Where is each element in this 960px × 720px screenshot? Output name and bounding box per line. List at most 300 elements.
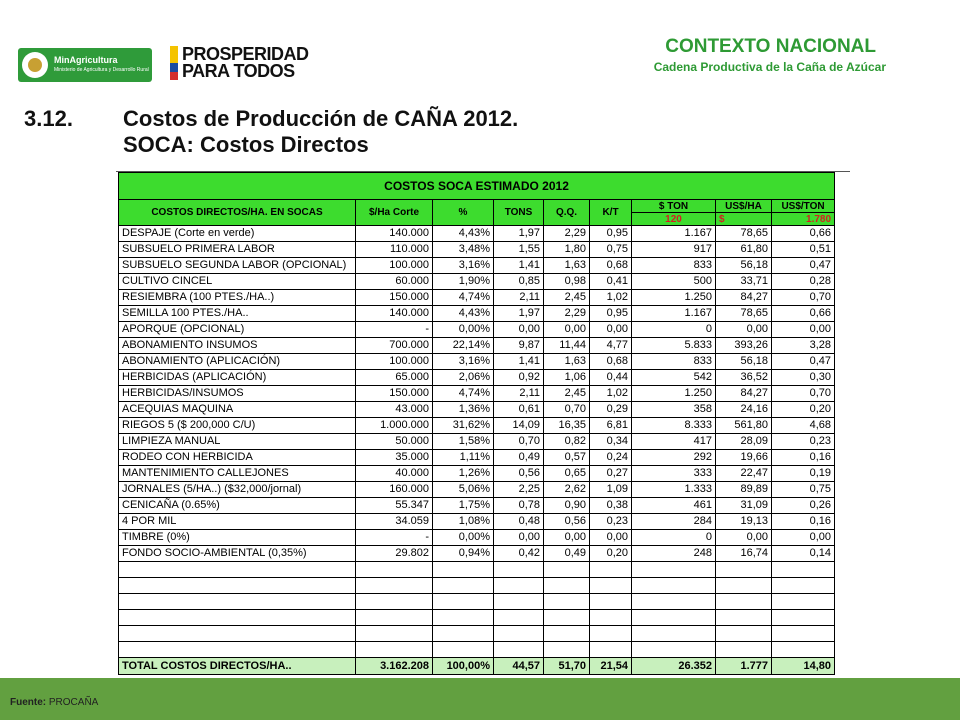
row-label: CENICAÑA (0.65%)	[119, 498, 356, 514]
row-value: 542	[632, 370, 716, 386]
row-value: 833	[632, 258, 716, 274]
footer-bar	[0, 678, 960, 720]
ministry-logo-name: MinAgricultura	[54, 55, 118, 65]
row-value: 0,00	[494, 530, 544, 546]
header-percent: %	[433, 200, 494, 226]
row-value	[544, 626, 590, 642]
row-value: 22,14%	[433, 338, 494, 354]
row-value	[433, 594, 494, 610]
row-value: 2,25	[494, 482, 544, 498]
row-value: 78,65	[716, 226, 772, 242]
row-value: 0,68	[590, 258, 632, 274]
sub-usd-sign: $	[716, 213, 772, 226]
row-label	[119, 578, 356, 594]
table-row	[119, 274, 835, 290]
row-value: 150.000	[356, 290, 433, 306]
row-value: 150.000	[356, 386, 433, 402]
row-label: FONDO SOCIO-AMBIENTAL (0,35%)	[119, 546, 356, 562]
row-value	[356, 578, 433, 594]
row-value: 1.000.000	[356, 418, 433, 434]
table-row	[119, 242, 835, 258]
row-value	[494, 642, 544, 658]
row-value: 0	[632, 322, 716, 338]
row-value: 36,52	[716, 370, 772, 386]
row-label: HERBICIDAS (APLICACIÓN)	[119, 370, 356, 386]
row-value: 1.167	[632, 226, 716, 242]
row-value: 292	[632, 450, 716, 466]
row-value	[772, 610, 835, 626]
row-value: 0,95	[590, 226, 632, 242]
row-value: 1.167	[632, 306, 716, 322]
row-value	[494, 594, 544, 610]
row-value: 140.000	[356, 306, 433, 322]
header-row	[119, 200, 835, 213]
row-value: 0,57	[544, 450, 590, 466]
row-value: 78,65	[716, 306, 772, 322]
row-value: 160.000	[356, 482, 433, 498]
row-value	[433, 610, 494, 626]
section-number: 3.12.	[24, 106, 73, 131]
table-row	[119, 338, 835, 354]
empty-row	[119, 578, 835, 594]
row-value	[590, 594, 632, 610]
header-qq: Q.Q.	[544, 200, 590, 226]
row-value: 1,06	[544, 370, 590, 386]
row-value: 89,89	[716, 482, 772, 498]
row-value: 1,36%	[433, 402, 494, 418]
row-label: 4 POR MIL	[119, 514, 356, 530]
row-value: 31,62%	[433, 418, 494, 434]
row-value	[772, 578, 835, 594]
row-value	[544, 594, 590, 610]
row-value	[772, 562, 835, 578]
row-value: 4,74%	[433, 386, 494, 402]
row-label	[119, 626, 356, 642]
row-value: 0,00%	[433, 322, 494, 338]
row-value: 0,70	[772, 290, 835, 306]
row-value: 50.000	[356, 434, 433, 450]
row-value	[716, 626, 772, 642]
row-value: 26.352	[632, 658, 716, 675]
row-label: TOTAL COSTOS DIRECTOS/HA..	[119, 658, 356, 675]
header-concept: COSTOS DIRECTOS/HA. EN SOCAS	[119, 200, 356, 226]
table-row	[119, 466, 835, 482]
row-value: 0,48	[494, 514, 544, 530]
row-value: 1,26%	[433, 466, 494, 482]
row-value: 44,57	[494, 658, 544, 675]
row-value: 0,90	[544, 498, 590, 514]
row-value: 2,06%	[433, 370, 494, 386]
table-row	[119, 434, 835, 450]
empty-row	[119, 642, 835, 658]
row-value: 5.833	[632, 338, 716, 354]
row-label: LIMPIEZA MANUAL	[119, 434, 356, 450]
row-value	[356, 610, 433, 626]
row-value	[544, 578, 590, 594]
row-value: 29.802	[356, 546, 433, 562]
row-value	[590, 610, 632, 626]
title-line-1: Costos de Producción de CAÑA 2012.	[123, 106, 519, 131]
row-label: ACEQUIAS MAQUINA	[119, 402, 356, 418]
table-row	[119, 306, 835, 322]
row-value: 31,09	[716, 498, 772, 514]
row-value: 3,16%	[433, 354, 494, 370]
row-value: 60.000	[356, 274, 433, 290]
table-title: COSTOS SOCA ESTIMADO 2012	[119, 173, 835, 200]
row-value: 0,41	[590, 274, 632, 290]
row-value: 1,55	[494, 242, 544, 258]
header-ha-corte: $/Ha Corte	[356, 200, 433, 226]
row-value: 56,18	[716, 258, 772, 274]
row-value: 100.000	[356, 258, 433, 274]
row-value: 0,00	[716, 530, 772, 546]
row-value: 0,42	[494, 546, 544, 562]
table-row	[119, 290, 835, 306]
row-value: 34.059	[356, 514, 433, 530]
context-title: CONTEXTO NACIONAL	[665, 36, 876, 57]
row-label: DESPAJE (Corte en verde)	[119, 226, 356, 242]
row-value: 0,23	[590, 514, 632, 530]
row-value: 1,08%	[433, 514, 494, 530]
row-value: 1.333	[632, 482, 716, 498]
row-value: 0,00	[772, 530, 835, 546]
row-value: 0,00	[544, 322, 590, 338]
row-label: RODEO CON HERBICIDA	[119, 450, 356, 466]
row-value: 100.000	[356, 354, 433, 370]
row-value: 500	[632, 274, 716, 290]
row-value: 100,00%	[433, 658, 494, 675]
row-value: 0,14	[772, 546, 835, 562]
row-value: 461	[632, 498, 716, 514]
row-value: 24,16	[716, 402, 772, 418]
row-value: 0,85	[494, 274, 544, 290]
row-value: 65.000	[356, 370, 433, 386]
row-label: RESIEMBRA (100 PTES./HA..)	[119, 290, 356, 306]
row-value	[590, 578, 632, 594]
row-value	[590, 642, 632, 658]
row-value: 417	[632, 434, 716, 450]
row-value: 0	[632, 530, 716, 546]
row-value	[632, 578, 716, 594]
row-value: 21,54	[590, 658, 632, 675]
row-value: 0,19	[772, 466, 835, 482]
source-label: Fuente:	[10, 697, 47, 708]
row-value: 333	[632, 466, 716, 482]
row-value: 3,48%	[433, 242, 494, 258]
row-value: 0,28	[772, 274, 835, 290]
row-value	[494, 626, 544, 642]
row-value: 358	[632, 402, 716, 418]
row-value	[632, 610, 716, 626]
row-value: 110.000	[356, 242, 433, 258]
row-label: SUBSUELO PRIMERA LABOR	[119, 242, 356, 258]
row-value: 4,43%	[433, 226, 494, 242]
row-value: -	[356, 322, 433, 338]
row-value: 51,70	[544, 658, 590, 675]
row-value: 1,41	[494, 258, 544, 274]
row-value: 2,45	[544, 290, 590, 306]
row-value: 0,16	[772, 514, 835, 530]
row-value: 393,26	[716, 338, 772, 354]
row-value	[632, 594, 716, 610]
row-value: 55.347	[356, 498, 433, 514]
row-value: 561,80	[716, 418, 772, 434]
row-value: 16,74	[716, 546, 772, 562]
row-value: 0,75	[590, 242, 632, 258]
row-value	[544, 562, 590, 578]
row-value: 0,61	[494, 402, 544, 418]
row-label	[119, 610, 356, 626]
row-label: SUBSUELO SEGUNDA LABOR (OPCIONAL)	[119, 258, 356, 274]
row-value: 6,81	[590, 418, 632, 434]
prosperidad-line1: PROSPERIDAD	[182, 44, 309, 64]
row-value: 0,56	[544, 514, 590, 530]
row-value: 4,43%	[433, 306, 494, 322]
row-value: 4,77	[590, 338, 632, 354]
total-row	[119, 658, 835, 675]
colombia-flag-icon	[170, 46, 178, 80]
sub-exchange-rate: 1.780	[772, 213, 835, 226]
row-value	[632, 642, 716, 658]
row-value: 0,49	[544, 546, 590, 562]
row-value: 22,47	[716, 466, 772, 482]
row-value: 9,87	[494, 338, 544, 354]
row-value: 2,11	[494, 290, 544, 306]
row-value: 2,11	[494, 386, 544, 402]
header-tons: TONS	[494, 200, 544, 226]
row-value: 0,24	[590, 450, 632, 466]
row-value: 0,38	[590, 498, 632, 514]
table-row	[119, 226, 835, 242]
row-value: 5,06%	[433, 482, 494, 498]
row-value: 833	[632, 354, 716, 370]
row-value: 0,00	[716, 322, 772, 338]
context-subtitle: Cadena Productiva de la Caña de Azúcar	[653, 60, 886, 74]
table-row	[119, 370, 835, 386]
row-value: 0,56	[494, 466, 544, 482]
row-value	[494, 578, 544, 594]
row-value	[590, 626, 632, 642]
row-value: 8.333	[632, 418, 716, 434]
header-kt: K/T	[590, 200, 632, 226]
row-value	[716, 610, 772, 626]
table-row	[119, 530, 835, 546]
row-value	[772, 594, 835, 610]
row-value	[590, 562, 632, 578]
row-value: 0,00	[590, 530, 632, 546]
row-label: ABONAMIENTO (APLICACIÓN)	[119, 354, 356, 370]
row-value	[544, 610, 590, 626]
row-value: 0,70	[494, 434, 544, 450]
row-value: 0,66	[772, 306, 835, 322]
row-value	[716, 594, 772, 610]
row-value: 14,09	[494, 418, 544, 434]
row-value: 3,28	[772, 338, 835, 354]
row-value: 0,00%	[433, 530, 494, 546]
row-label: HERBICIDAS/INSUMOS	[119, 386, 356, 402]
title-line-2: SOCA: Costos Directos	[123, 132, 369, 157]
empty-row	[119, 610, 835, 626]
row-value: 1,80	[544, 242, 590, 258]
row-value: 0,65	[544, 466, 590, 482]
row-value	[494, 562, 544, 578]
row-value: 19,13	[716, 514, 772, 530]
table-row	[119, 482, 835, 498]
row-value: 43.000	[356, 402, 433, 418]
row-value	[772, 642, 835, 658]
row-value: 84,27	[716, 290, 772, 306]
row-value: 14,80	[772, 658, 835, 675]
row-value: 0,00	[772, 322, 835, 338]
row-value: 0,78	[494, 498, 544, 514]
row-value	[433, 642, 494, 658]
row-value: 0,70	[772, 386, 835, 402]
header-usd-ha: US$/HA	[716, 200, 772, 213]
table-row	[119, 322, 835, 338]
row-value: 4,74%	[433, 290, 494, 306]
row-value: 0,27	[590, 466, 632, 482]
row-label	[119, 562, 356, 578]
header-ton: $ TON	[632, 200, 716, 213]
row-value: 40.000	[356, 466, 433, 482]
row-label	[119, 642, 356, 658]
row-value: 700.000	[356, 338, 433, 354]
row-value: 1,41	[494, 354, 544, 370]
row-value: 0,20	[772, 402, 835, 418]
row-value: 3,16%	[433, 258, 494, 274]
row-value: 61,80	[716, 242, 772, 258]
row-value: 11,44	[544, 338, 590, 354]
row-value: 0,34	[590, 434, 632, 450]
row-value	[494, 610, 544, 626]
row-value: 0,00	[494, 322, 544, 338]
empty-row	[119, 594, 835, 610]
row-value	[716, 562, 772, 578]
table-row	[119, 386, 835, 402]
row-value: 1,11%	[433, 450, 494, 466]
row-label: TIMBRE (0%)	[119, 530, 356, 546]
row-value	[433, 562, 494, 578]
row-value: 0,92	[494, 370, 544, 386]
row-value: 1,97	[494, 306, 544, 322]
row-value: 140.000	[356, 226, 433, 242]
row-value	[433, 626, 494, 642]
table-row	[119, 514, 835, 530]
row-value: 917	[632, 242, 716, 258]
source-value: PROCAÑA	[48, 697, 99, 708]
empty-row	[119, 562, 835, 578]
table-title-row	[119, 173, 835, 200]
row-value: 33,71	[716, 274, 772, 290]
row-value: 4,68	[772, 418, 835, 434]
row-value: 0,66	[772, 226, 835, 242]
row-value	[356, 562, 433, 578]
row-value	[356, 642, 433, 658]
row-value: 1,09	[590, 482, 632, 498]
row-value: 0,68	[590, 354, 632, 370]
row-value: -	[356, 530, 433, 546]
row-value: 1,63	[544, 258, 590, 274]
row-value: 0,44	[590, 370, 632, 386]
header-usd-ton: US$/TON	[772, 200, 835, 213]
ministry-logo-sub: Ministerio de Agricultura y Desarrollo Rural	[54, 67, 149, 73]
row-value	[716, 642, 772, 658]
row-value: 1,02	[590, 290, 632, 306]
table-row	[119, 402, 835, 418]
table-row	[119, 258, 835, 274]
row-value: 1,75%	[433, 498, 494, 514]
row-value: 1.250	[632, 290, 716, 306]
row-value: 0,95	[590, 306, 632, 322]
row-value: 56,18	[716, 354, 772, 370]
row-value: 84,27	[716, 386, 772, 402]
row-value: 2,62	[544, 482, 590, 498]
row-value	[632, 562, 716, 578]
row-value	[433, 578, 494, 594]
row-value: 1.250	[632, 386, 716, 402]
sub-ton-value: 120	[632, 213, 716, 226]
row-value: 0,82	[544, 434, 590, 450]
row-value: 0,00	[544, 530, 590, 546]
row-label: MANTENIMIENTO CALLEJONES	[119, 466, 356, 482]
row-value	[772, 626, 835, 642]
row-label	[119, 594, 356, 610]
row-value: 0,29	[590, 402, 632, 418]
row-value: 0,70	[544, 402, 590, 418]
coat-of-arms-icon	[22, 52, 48, 78]
row-value: 0,75	[772, 482, 835, 498]
row-value: 1,02	[590, 386, 632, 402]
row-value: 1.777	[716, 658, 772, 675]
table-row	[119, 498, 835, 514]
row-value: 2,29	[544, 306, 590, 322]
row-value: 19,66	[716, 450, 772, 466]
row-value: 35.000	[356, 450, 433, 466]
row-value: 2,29	[544, 226, 590, 242]
table-row	[119, 546, 835, 562]
cost-table	[118, 172, 835, 675]
row-value	[716, 578, 772, 594]
row-value: 0,20	[590, 546, 632, 562]
row-value: 1,90%	[433, 274, 494, 290]
row-value: 1,63	[544, 354, 590, 370]
row-value: 0,47	[772, 258, 835, 274]
row-value: 16,35	[544, 418, 590, 434]
row-value: 0,51	[772, 242, 835, 258]
row-value: 0,47	[772, 354, 835, 370]
row-label: APORQUE (OPCIONAL)	[119, 322, 356, 338]
row-value: 2,45	[544, 386, 590, 402]
source-note	[10, 697, 98, 708]
row-value	[544, 642, 590, 658]
row-value: 248	[632, 546, 716, 562]
row-value: 0,94%	[433, 546, 494, 562]
table-row	[119, 450, 835, 466]
row-label: RIEGOS 5 ($ 200,000 C/U)	[119, 418, 356, 434]
row-value: 0,30	[772, 370, 835, 386]
table-row	[119, 354, 835, 370]
prosperidad-line2: PARA TODOS	[182, 61, 295, 81]
row-value: 1,58%	[433, 434, 494, 450]
row-value: 0,49	[494, 450, 544, 466]
row-value: 3.162.208	[356, 658, 433, 675]
row-label: SEMILLA 100 PTES./HA..	[119, 306, 356, 322]
table-row	[119, 418, 835, 434]
row-value	[632, 626, 716, 642]
empty-row	[119, 626, 835, 642]
minagricultura-logo	[18, 48, 152, 82]
row-value: 0,26	[772, 498, 835, 514]
